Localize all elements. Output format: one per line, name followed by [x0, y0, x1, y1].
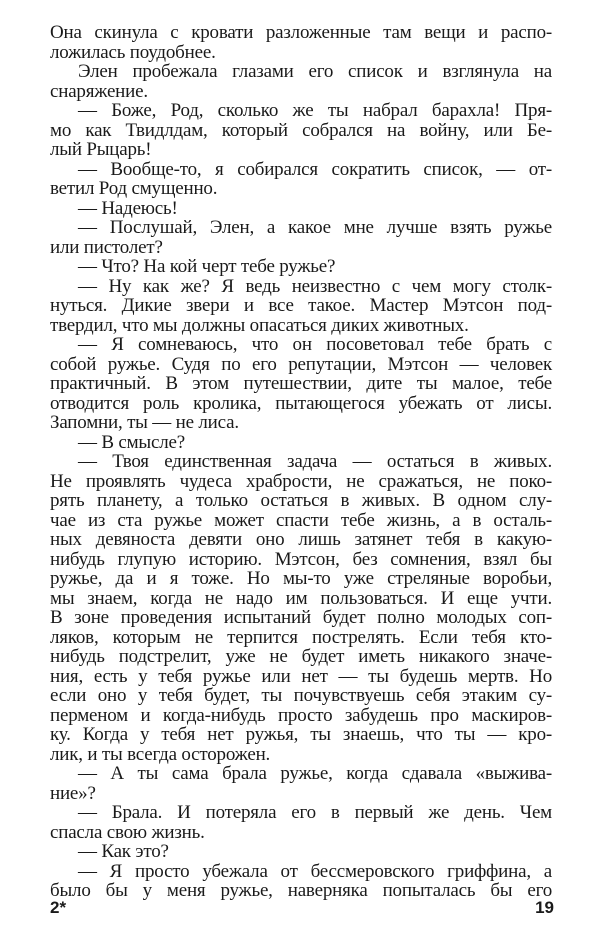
text-line: ложилась поудобнее. — [50, 41, 216, 63]
text-line: ветил Род смущенно. — [50, 178, 218, 199]
text-line: было бы у меня ружье, наверняка попыталась бы его — [50, 880, 552, 901]
text-line: ружье, да и я тоже. Но мы-то уже стреляные воробьи, — [50, 568, 552, 589]
text-line: — Послушай, Элен, а какое мне лучше взять ружье — [78, 217, 552, 238]
text-line: практичный. В этом путешествии, дите ты малое, тебе — [50, 373, 552, 394]
text-line: Она скинула с кровати разложенные там вещи и распо- — [50, 22, 552, 43]
text-line: нибудь глупую историю. Мэтсон, без сомнения, взял бы — [50, 548, 552, 570]
text-line: — Надеюсь! — [78, 197, 178, 219]
text-line: мы знаем, когда не надо им пользоваться. И еще учти. — [50, 587, 552, 609]
text-line: лик, и ты всегда осторожен. — [50, 743, 271, 765]
text-line: собой ружье. Судя по его репутации, Мэтсон — человек — [50, 353, 552, 375]
text-line: твердил, что мы должны опасаться диких животных. — [50, 314, 469, 336]
text-line: или пистолет? — [50, 236, 163, 258]
text-line: — Вообще-то, я собирался сократить список, — от- — [78, 158, 552, 180]
text-line: — Что? На кой черт тебе ружье? — [78, 256, 336, 277]
text-line: нуться. Дикие звери и все такое. Мастер Мэтсон под- — [50, 295, 552, 316]
signature-mark: 2* — [50, 898, 67, 917]
text-line: — Брала. И потеряла его в первый же день. Чем — [78, 802, 552, 823]
text-line: снаряжение. — [50, 80, 148, 102]
text-line: ляков, которым не терпится пострелять. Если тебя кто- — [50, 626, 552, 648]
text-line: Элен пробежала глазами его список и взглянула на — [78, 61, 552, 82]
text-line: ния, есть у тебя ружье или нет — ты будешь мертв. Но — [50, 665, 552, 687]
text-line: — В смысле? — [78, 431, 185, 453]
text-line: — Твоя единственная задача — остаться в живых. — [78, 451, 552, 472]
text-line: — Я сомневаюсь, что он посоветовал тебе брать с — [78, 334, 552, 355]
text-line: мо как Твидлдам, который собрался на войну, или Бе- — [50, 119, 552, 141]
text-line: — Я просто убежала от бессмеровского гриффина, а — [78, 860, 552, 882]
text-line: Не проявлять чудеса храбрости, не сражаться, не поко- — [50, 470, 552, 492]
text-line: отводится роль кролика, пытающегося убежать от лисы. — [50, 392, 552, 414]
text-line: — Как это? — [78, 841, 169, 862]
text-line: ных девяноста девяти оно лишь затянет тебя в какую- — [50, 529, 552, 550]
text-line: ние»? — [50, 782, 96, 804]
text-line: ку. Когда у тебя нет ружья, ты знаешь, что ты — кро- — [50, 724, 552, 745]
text-line: перменом и когда-нибудь просто забудешь про маскиров- — [50, 704, 552, 726]
text-line: — Ну как же? Я ведь неизвестно с чем могу столк- — [78, 275, 552, 297]
page-number: 19 — [535, 898, 554, 917]
text-line: если оно у тебя будет, ты почувствуешь себя этаким су- — [50, 685, 552, 706]
text-line: спасла свою жизнь. — [50, 821, 205, 843]
page-body-text — [50, 23, 552, 901]
text-line: — А ты сама брала ружье, когда сдавала «выжива- — [78, 763, 552, 784]
text-line: Запомни, ты — не лиса. — [50, 412, 239, 433]
text-line: — Боже, Род, сколько же ты набрал барахла! Пря- — [78, 100, 552, 121]
text-line: рять планету, а только остаться в живых. В одном слу- — [50, 490, 552, 511]
text-line: лый Рыцарь! — [50, 139, 152, 160]
text-line: нибудь подстрелит, уже не будет иметь никакого значе- — [50, 646, 552, 667]
text-line: чае из ста ружье может спасти тебе жизнь, а в осталь- — [50, 509, 552, 531]
text-line: В зоне проведения испытаний будет полно молодых соп- — [50, 607, 552, 628]
